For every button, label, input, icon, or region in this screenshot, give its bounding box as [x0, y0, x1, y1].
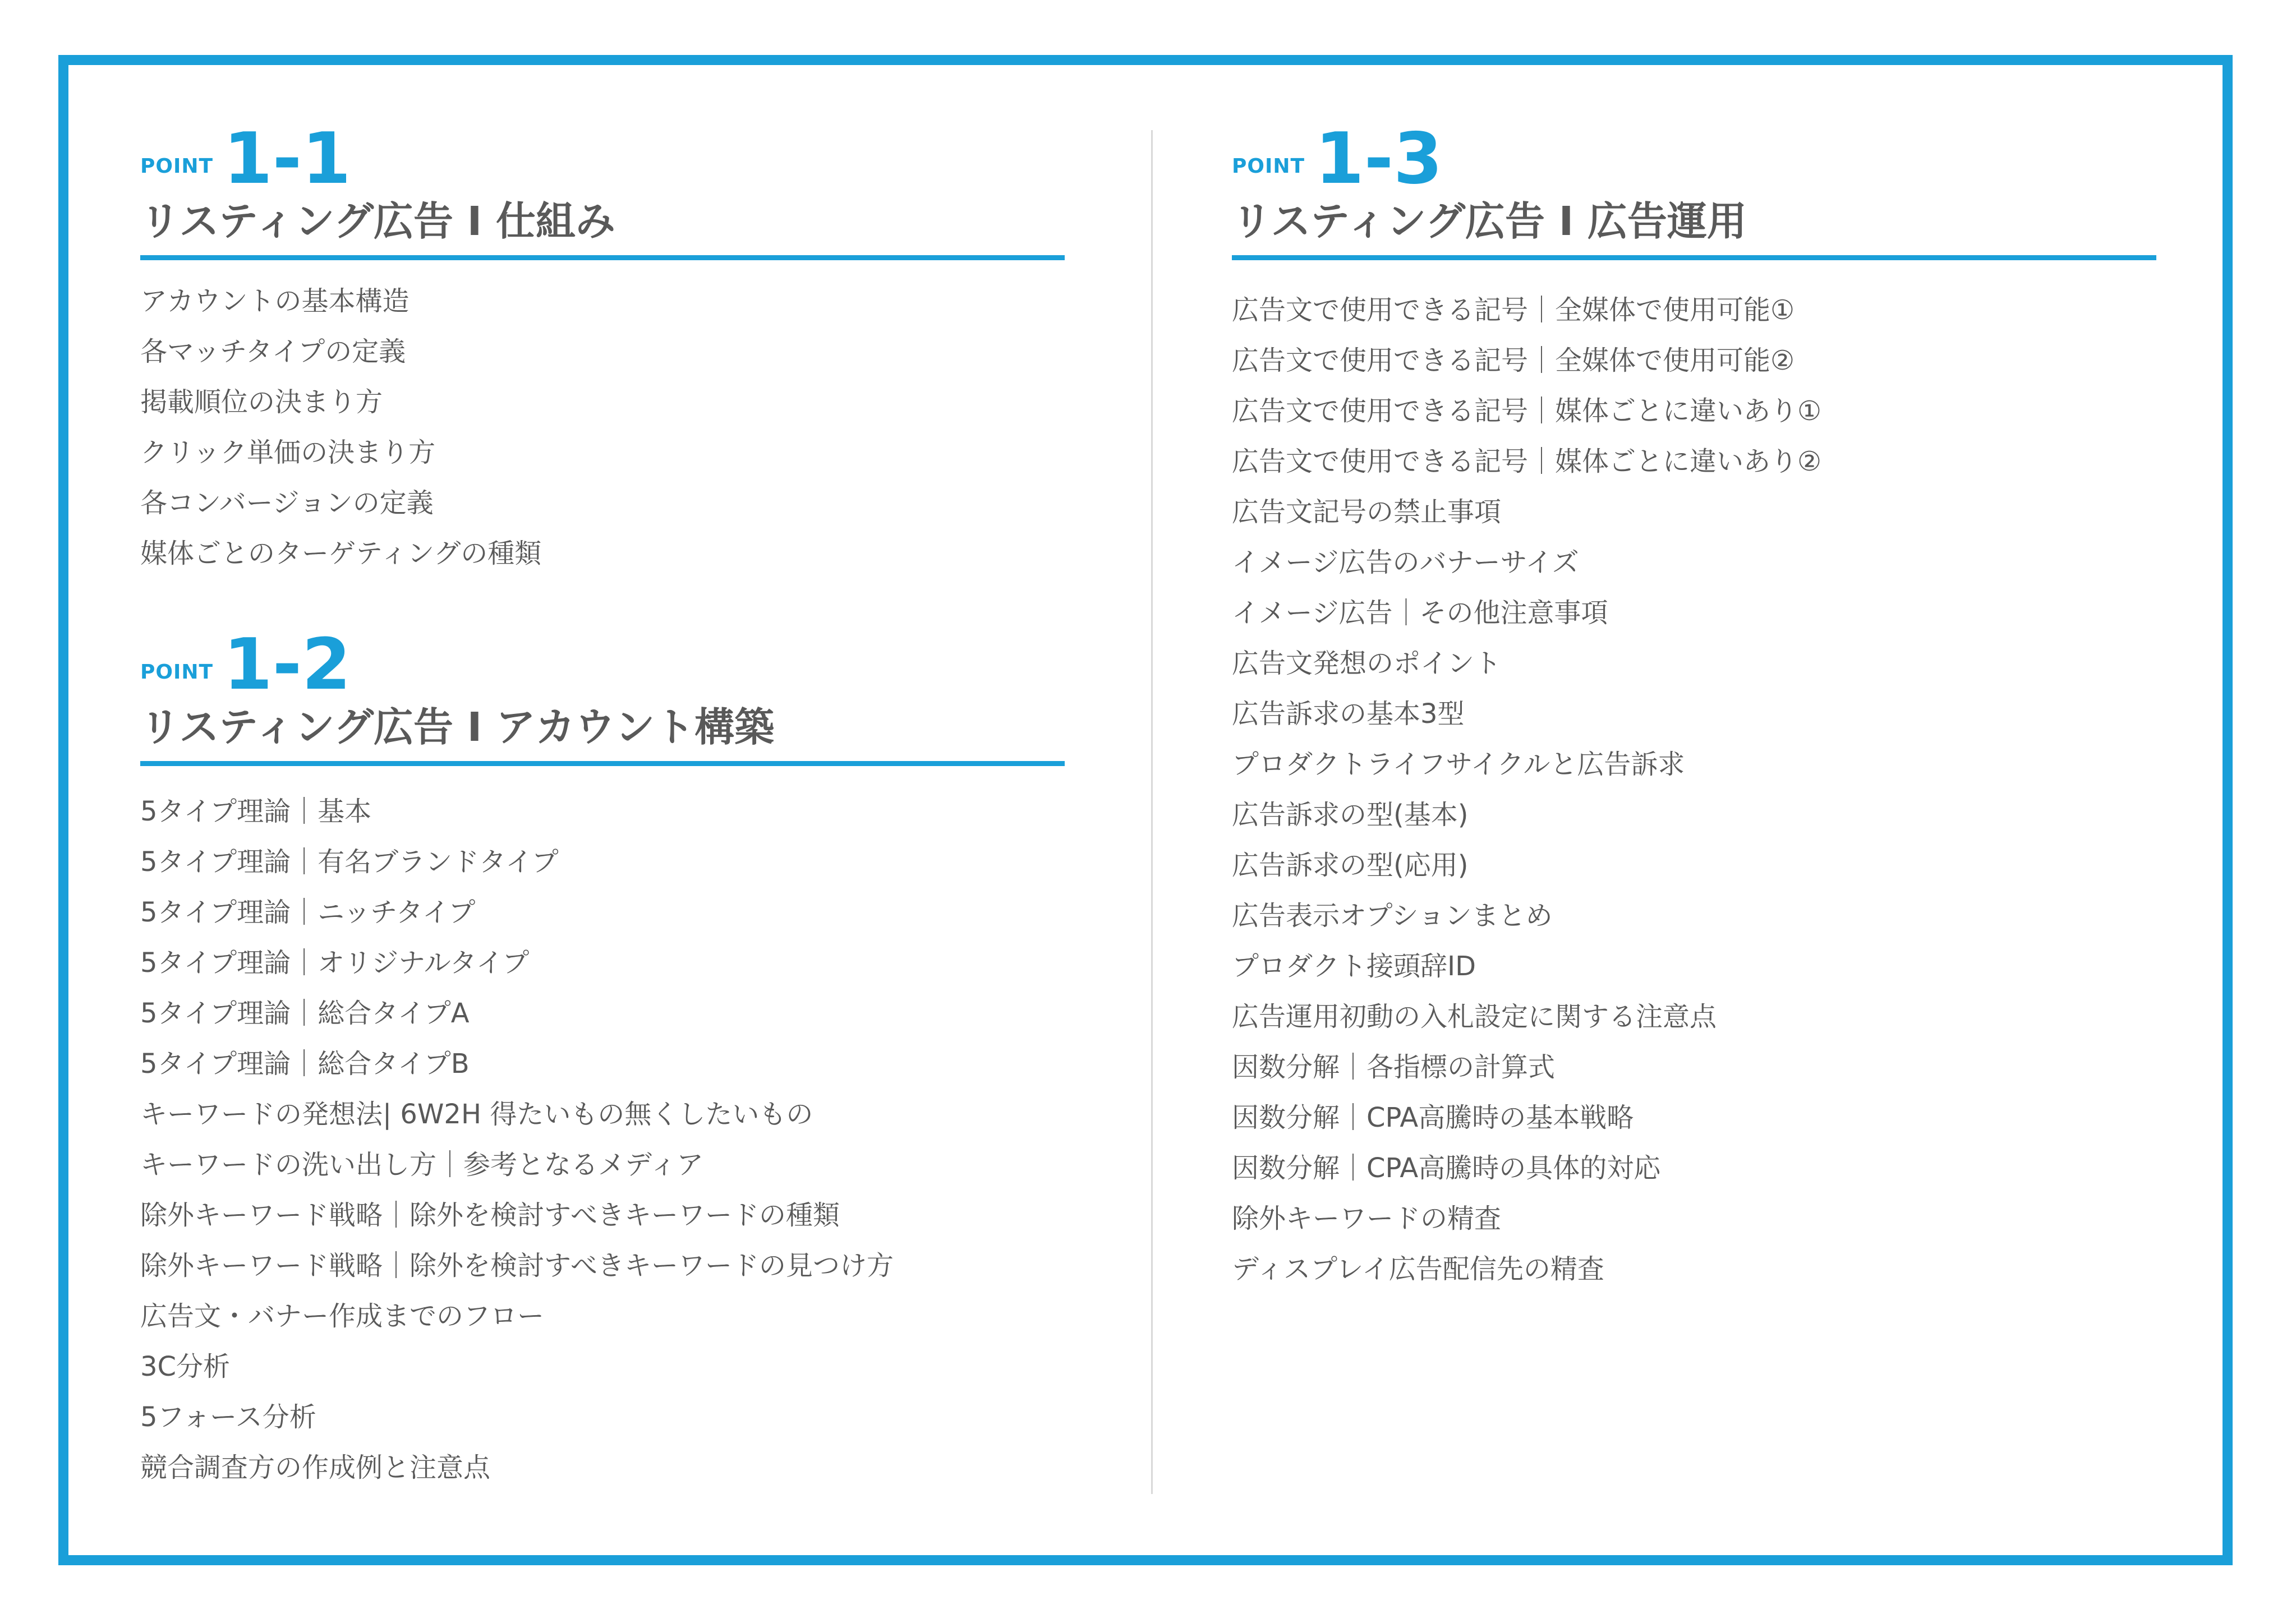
topic-item: 5タイプ理論｜基本: [140, 796, 372, 827]
topic-item: プロダクト接頭辞ID: [1232, 951, 1476, 982]
topic-item: プロダクトライフサイクルと広告訴求: [1232, 749, 1685, 780]
topic-item: クリック単価の決まり方: [140, 437, 436, 468]
topic-item: キーワードの洗い出し方｜参考となるメディア: [140, 1149, 704, 1181]
topic-item: 広告訴求の型(応用): [1232, 850, 1469, 881]
topic-item: 各マッチタイプの定義: [140, 336, 406, 367]
topic-item: 5タイプ理論｜総合タイプA: [140, 998, 470, 1029]
topic-item: 5フォース分析: [140, 1401, 316, 1433]
point-label: POINT: [140, 155, 214, 178]
topic-item: 因数分解｜CPA高騰時の具体的対応: [1232, 1152, 1661, 1184]
topic-item: 掲載順位の決まり方: [140, 386, 383, 418]
title-underline: [140, 761, 1065, 766]
section-point-1-1: [140, 117, 1065, 579]
topic-item: キーワードの発想法| 6W2H 得たいもの無くしたいもの: [140, 1099, 813, 1130]
topic-item: 広告運用初動の入札設定に関する注意点: [1232, 1001, 1717, 1032]
topic-item: 広告文で使用できる記号｜媒体ごとに違いあり①: [1232, 395, 1822, 427]
column-divider: [1151, 130, 1153, 1494]
topic-item: 広告訴求の基本3型: [1232, 698, 1465, 730]
topic-list: [140, 276, 1065, 579]
point-heading: [1232, 117, 2156, 200]
topic-item: 媒体ごとのターゲティングの種類: [140, 538, 542, 569]
topic-item: 5タイプ理論｜有名ブランドタイプ: [140, 846, 559, 878]
section-point-1-2: [140, 623, 1065, 1493]
topic-item: 広告文で使用できる記号｜全媒体で使用可能①: [1232, 294, 1795, 326]
topic-item: 因数分解｜各指標の計算式: [1232, 1052, 1556, 1083]
topic-item: イメージ広告のバナーサイズ: [1232, 547, 1579, 578]
topic-item: アカウントの基本構造: [140, 285, 409, 317]
point-label: POINT: [140, 661, 214, 684]
section-title: リスティング広告 I アカウント構築: [140, 704, 775, 750]
topic-item: 除外キーワード戦略｜除外を検討すべきキーワードの見つけ方: [140, 1250, 894, 1281]
topic-item: 広告文・バナー作成までのフロー: [140, 1301, 545, 1332]
topic-item: 広告表示オプションまとめ: [1232, 900, 1553, 932]
topic-item: 5タイプ理論｜総合タイプB: [140, 1048, 470, 1080]
topic-item: 競合調査方の作成例と注意点: [140, 1452, 491, 1483]
point-heading: [140, 117, 1065, 200]
topic-item: 広告文で使用できる記号｜媒体ごとに違いあり②: [1232, 446, 1822, 477]
topic-item: 3C分析: [140, 1351, 231, 1382]
section-title: リスティング広告 I 仕組み: [140, 198, 615, 245]
topic-item: 広告文記号の禁止事項: [1232, 496, 1502, 528]
title-underline: [1232, 255, 2156, 260]
topic-list: [140, 786, 1065, 1493]
topic-item: 5タイプ理論｜ニッチタイプ: [140, 897, 476, 928]
topic-item: 5タイプ理論｜オリジナルタイプ: [140, 947, 530, 979]
point-number: 1-2: [223, 623, 351, 706]
topic-item: 広告訴求の型(基本): [1232, 799, 1469, 831]
section-title: リスティング広告 I 広告運用: [1232, 198, 1747, 245]
topic-item: 因数分解｜CPA高騰時の基本戦略: [1232, 1102, 1634, 1133]
topic-item: 除外キーワード戦略｜除外を検討すべきキーワードの種類: [140, 1200, 840, 1231]
section-point-1-3: [1232, 117, 2156, 1294]
topic-item: ディスプレイ広告配信先の精査: [1232, 1253, 1604, 1285]
topic-item: 除外キーワードの精査: [1232, 1203, 1502, 1234]
topic-item: 広告文発想のポイント: [1232, 648, 1502, 679]
title-underline: [140, 255, 1065, 260]
point-heading: [140, 623, 1065, 706]
point-number: 1-1: [223, 117, 351, 200]
point-number: 1-3: [1315, 117, 1443, 200]
topic-item: イメージ広告｜その他注意事項: [1232, 597, 1608, 629]
topic-item: 広告文で使用できる記号｜全媒体で使用可能②: [1232, 345, 1795, 376]
topic-item: 各コンバージョンの定義: [140, 487, 434, 519]
point-label: POINT: [1232, 155, 1305, 178]
topic-list: [1232, 285, 2156, 1294]
